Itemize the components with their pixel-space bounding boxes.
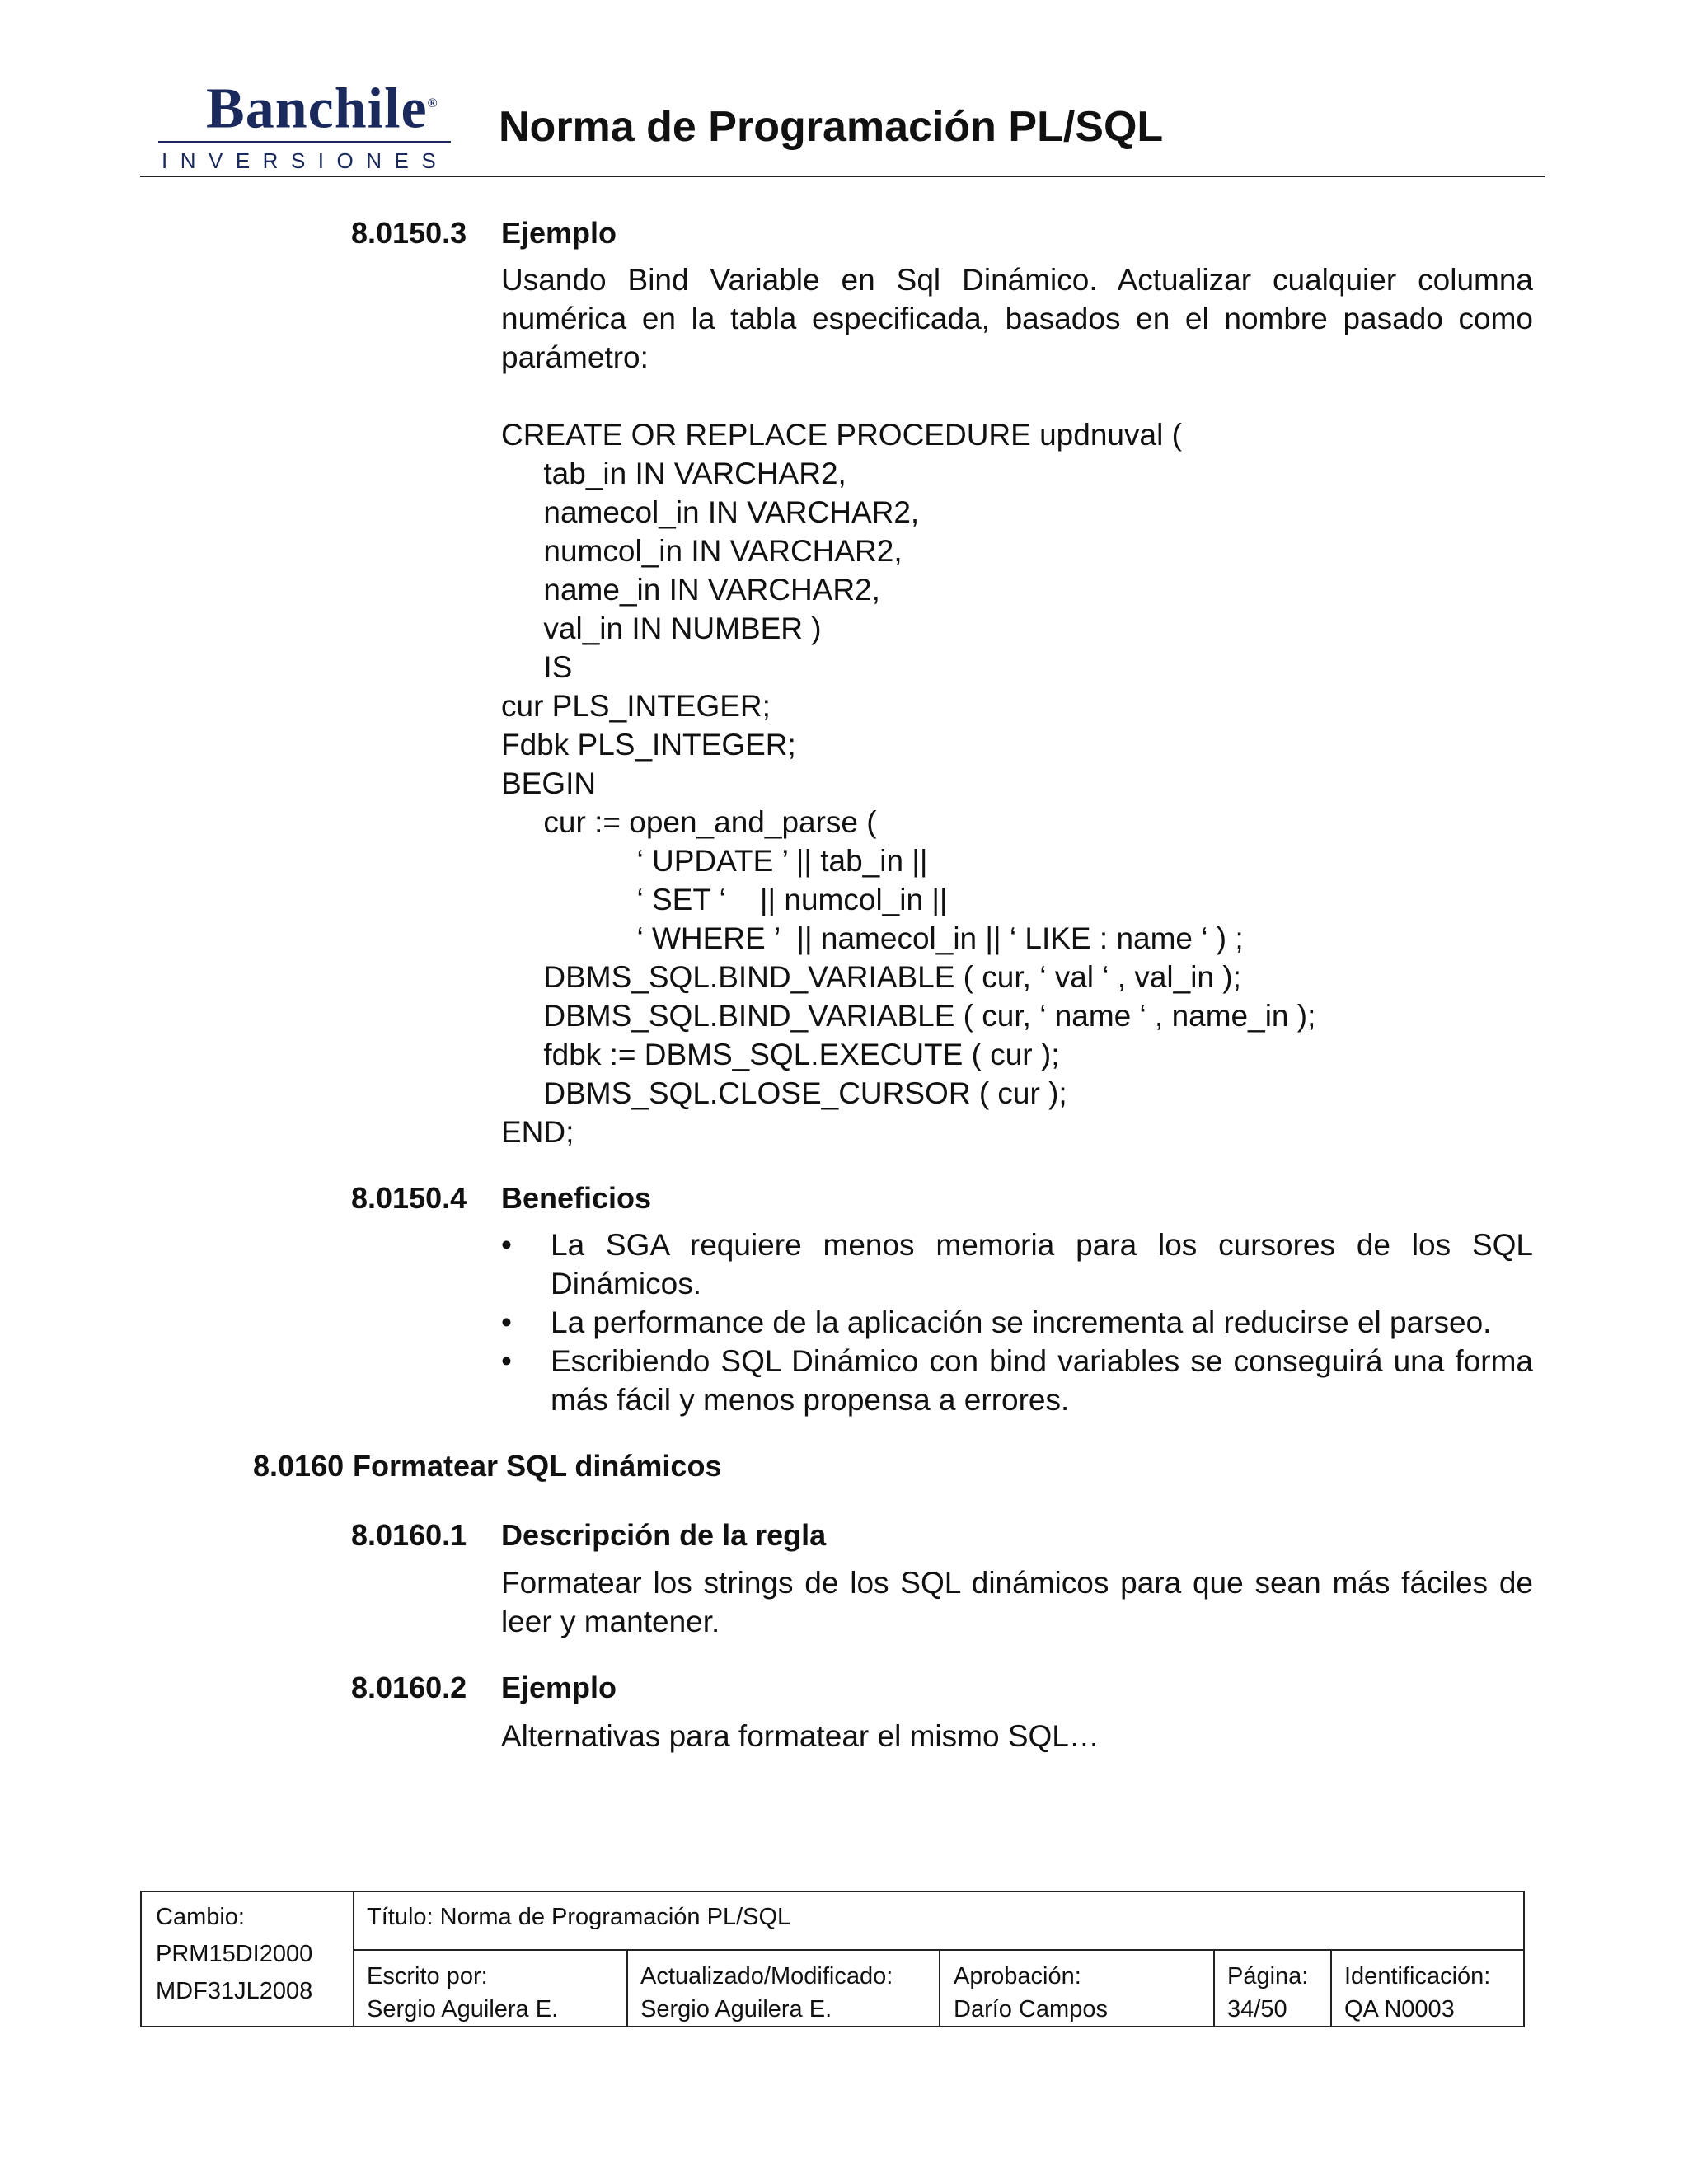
section-number: 8.0160.1 bbox=[351, 1518, 467, 1552]
code-line: DBMS_SQL.BIND_VARIABLE ( cur, ‘ name ‘ , name_in ); bbox=[501, 999, 1316, 1033]
company-logo bbox=[206, 71, 438, 142]
list-item bbox=[501, 1226, 1533, 1303]
footer-cambio-label: Cambio: bbox=[156, 1904, 245, 1930]
code-line: END; bbox=[501, 1115, 574, 1149]
code-line: DBMS_SQL.BIND_VARIABLE ( cur, ‘ val ‘ , val_in ); bbox=[501, 960, 1241, 994]
section-number: 8.0160.2 bbox=[351, 1671, 467, 1704]
footer-identificacion-label: Identificación: bbox=[1344, 1963, 1491, 1990]
section-heading: Descripción de la regla bbox=[501, 1518, 827, 1552]
footer-aprobacion-label: Aprobación: bbox=[954, 1963, 1081, 1990]
section-heading: Ejemplo bbox=[501, 1671, 617, 1704]
code-line: tab_in IN VARCHAR2, bbox=[501, 457, 846, 490]
code-line: cur := open_and_parse ( bbox=[501, 805, 877, 839]
section-heading: Formatear SQL dinámicos bbox=[353, 1449, 722, 1483]
footer-actualizado-value: Sergio Aguilera E. bbox=[640, 1996, 832, 2022]
bullet-icon: • bbox=[501, 1344, 512, 1378]
section-text: Formatear los strings de los SQL dinámicos para que sean más fáciles de leer y mantener. bbox=[501, 1566, 1533, 1638]
footer-escrito-value: Sergio Aguilera E. bbox=[367, 1996, 559, 2022]
section-number: 8.0150.3 bbox=[351, 216, 467, 250]
logo-name: Banchile bbox=[206, 77, 428, 141]
footer-pagina-value: 34/50 bbox=[1227, 1996, 1287, 2022]
footer-divider bbox=[1213, 1949, 1215, 2026]
code-line: namecol_in IN VARCHAR2, bbox=[501, 495, 920, 529]
code-line: fdbk := DBMS_SQL.EXECUTE ( cur ); bbox=[501, 1038, 1060, 1071]
code-line: ‘ SET ‘ || numcol_in || bbox=[501, 883, 948, 916]
footer-identificacion-value: QA N0003 bbox=[1344, 1996, 1455, 2022]
list-item-text: Escribiendo SQL Dinámico con bind variables se conseguirá una forma más fácil y menos propensa a errores. bbox=[551, 1344, 1533, 1417]
footer-cambio-1: PRM15DI2000 bbox=[156, 1941, 313, 1967]
section-intro: Usando Bind Variable en Sql Dinámico. Actualizar cualquier columna numérica en la tabla especificada, basados en el nombre pasado como parámetro: bbox=[501, 263, 1533, 374]
list-item-text: La performance de la aplicación se incrementa al reducirse el parseo. bbox=[551, 1305, 1492, 1339]
section-number: 8.0160 bbox=[253, 1449, 345, 1483]
footer-divider bbox=[353, 1892, 354, 2026]
bullet-icon: • bbox=[501, 1228, 512, 1262]
footer-divider bbox=[1330, 1949, 1332, 2026]
code-line: name_in IN VARCHAR2, bbox=[501, 573, 880, 607]
footer-divider bbox=[939, 1949, 940, 2026]
section-heading: Beneficios bbox=[501, 1181, 652, 1215]
code-line: DBMS_SQL.CLOSE_CURSOR ( cur ); bbox=[501, 1076, 1067, 1110]
section-text: Alternativas para formatear el mismo SQL… bbox=[501, 1719, 1100, 1753]
registered-mark: ® bbox=[427, 96, 438, 110]
footer-pagina-label: Página: bbox=[1227, 1963, 1309, 1990]
footer-cambio-2: MDF31JL2008 bbox=[156, 1978, 313, 2004]
code-line: ‘ WHERE ’ || namecol_in || ‘ LIKE : name ‘ ) ; bbox=[501, 921, 1244, 955]
list-item-text: La SGA requiere menos memoria para los cursores de los SQL Dinámicos. bbox=[551, 1228, 1533, 1301]
bullet-icon: • bbox=[501, 1305, 512, 1339]
code-line: BEGIN bbox=[501, 766, 597, 800]
code-line: Fdbk PLS_INTEGER; bbox=[501, 728, 796, 762]
footer-escrito-label: Escrito por: bbox=[367, 1963, 488, 1990]
code-line: ‘ UPDATE ’ || tab_in || bbox=[501, 844, 928, 878]
header-rule bbox=[140, 176, 1545, 177]
footer-actualizado-label: Actualizado/Modificado: bbox=[640, 1963, 893, 1990]
footer-table bbox=[140, 1891, 1525, 2027]
code-line: cur PLS_INTEGER; bbox=[501, 689, 771, 723]
footer-title: Título: Norma de Programación PL/SQL bbox=[367, 1904, 791, 1930]
footer-divider bbox=[626, 1949, 628, 2026]
document-title: Norma de Programación PL/SQL bbox=[499, 103, 1164, 151]
footer-aprobacion-value: Darío Campos bbox=[954, 1996, 1108, 2022]
code-line: val_in IN NUMBER ) bbox=[501, 612, 822, 645]
list-item bbox=[501, 1342, 1533, 1419]
section-number: 8.0150.4 bbox=[351, 1181, 467, 1215]
code-line: IS bbox=[501, 650, 573, 684]
logo-subtitle: INVERSIONES bbox=[162, 148, 449, 173]
code-line: CREATE OR REPLACE PROCEDURE updnuval ( bbox=[501, 418, 1182, 452]
list-item bbox=[501, 1303, 1533, 1342]
section-heading: Ejemplo bbox=[501, 216, 617, 250]
logo-divider bbox=[158, 141, 451, 143]
code-line: numcol_in IN VARCHAR2, bbox=[501, 534, 903, 568]
